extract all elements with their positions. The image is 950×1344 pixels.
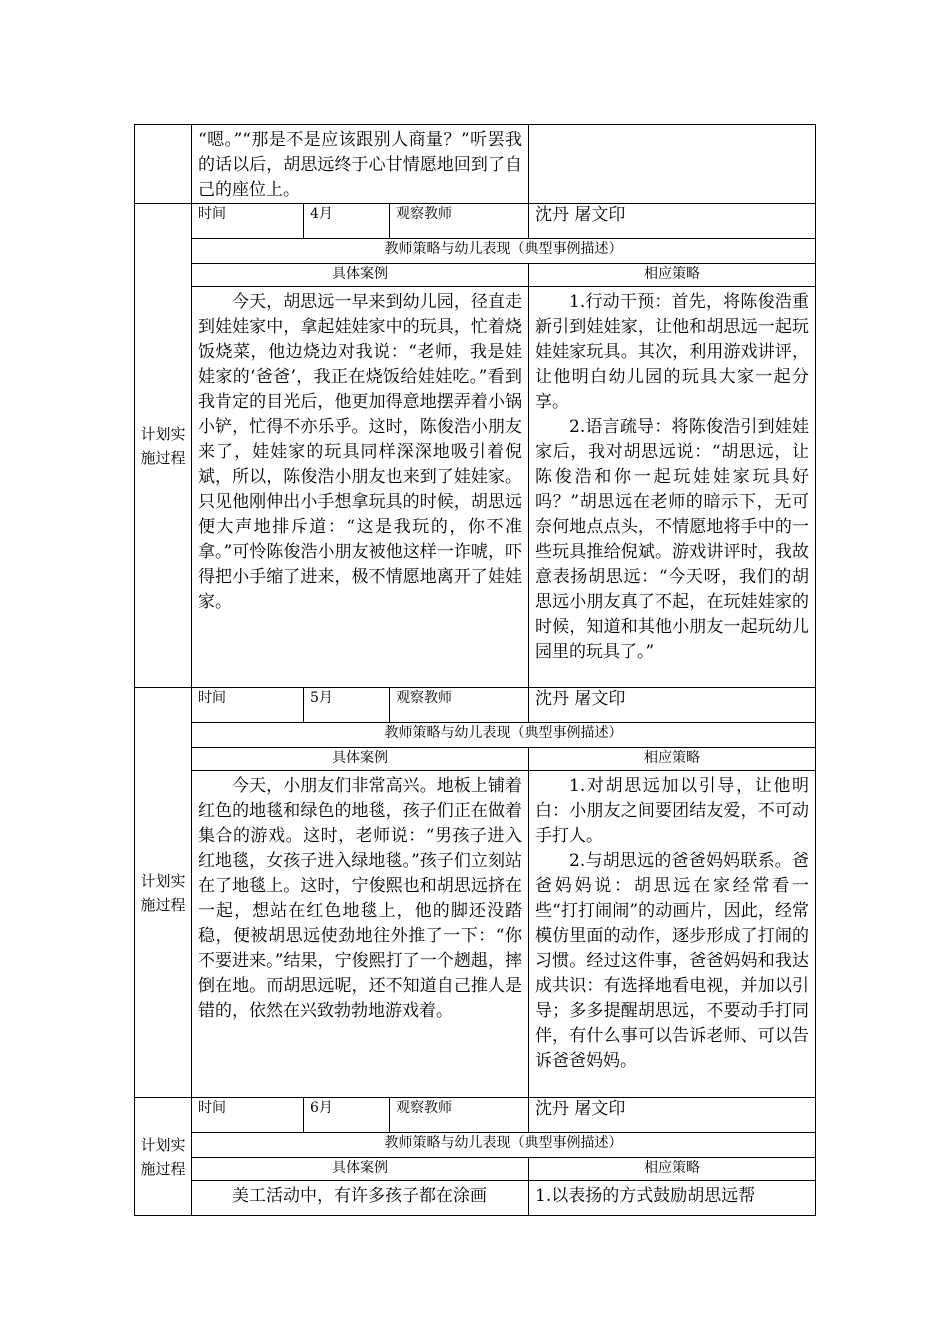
strategy-cell <box>529 1181 816 1216</box>
case-header: 具体案例 <box>192 264 529 287</box>
strategy-title: 教师策略与幼儿表现（典型事例描述） <box>192 1133 816 1158</box>
section-may-content-row <box>135 771 816 1098</box>
case-cell <box>192 771 529 1098</box>
case-cell <box>192 1181 529 1216</box>
strategy-title: 教师策略与幼儿表现（典型事例描述） <box>192 723 816 748</box>
section-april-content-row <box>135 287 816 688</box>
month-value: 6月 <box>304 1098 390 1133</box>
strategy-header: 相应策略 <box>529 1158 816 1181</box>
case-cell <box>192 287 529 688</box>
empty-label-cell <box>135 125 192 204</box>
month-value: 4月 <box>304 204 390 239</box>
case-text: 今天，胡思远一早来到幼儿园，径直走到娃娃家中，拿起娃娃家中的玩具，忙着烧饭烧菜，他边烧边对我说：“老师，我是娃娃家的‘爸爸’，我正在烧饭给娃娃吃。”看到我肯定的目光后，他更加得意地摆弄着小锅小铲，忙得不亦乐乎。这时，陈俊浩小朋友来了，娃娃家的玩具同样深深地吸引着倪斌，所以，陈俊浩小朋友也来到了娃娃家。只见他刚伸出小手想拿玩具的时候，胡思远便大声地排斥道：“这是我玩的，你不准拿。”可怜陈俊浩小朋友被他这样一诈唬，吓得把小手缩了进来，极不情愿地离开了娃娃家。 <box>198 292 523 612</box>
strategy-header: 相应策略 <box>529 264 816 287</box>
strategy-cell <box>529 287 816 688</box>
continuation-case-cell <box>192 125 529 204</box>
observer-teachers: 沈丹 屠文印 <box>529 204 816 239</box>
case-text: 美工活动中，有许多孩子都在涂画 <box>232 1186 487 1206</box>
section-label: 计划实施过程 <box>135 1098 192 1216</box>
strategy-title: 教师策略与幼儿表现（典型事例描述） <box>192 239 816 264</box>
strategy-item: 1.以表扬的方式鼓励胡思远帮 <box>535 1186 756 1206</box>
continuation-text: “嗯。”“那是不是应该跟别人商量？”听罢我的话以后，胡思远终于心甘情愿地回到了自己的座位上。 <box>198 130 523 200</box>
continuation-strategy-cell <box>529 125 816 204</box>
section-june-info-row <box>135 1098 816 1133</box>
strategy-title-row <box>135 1133 816 1158</box>
time-label: 时间 <box>192 204 304 239</box>
strategy-item: 1.对胡思远加以引导，让他明白：小朋友之间要团结友爱，不可动手打人。 <box>535 776 810 846</box>
column-header-row <box>135 264 816 287</box>
section-april-info-row <box>135 204 816 239</box>
strategy-item: 1.行动干预：首先，将陈俊浩重新引到娃娃家，让他和胡思远一起玩娃娃家玩具。其次，利用游戏讲评，让他明白幼儿园的玩具大家一起分享。 <box>535 292 810 412</box>
observer-label: 观察教师 <box>390 204 529 239</box>
observer-teachers: 沈丹 屠文印 <box>529 1098 816 1133</box>
column-header-row <box>135 1158 816 1181</box>
observer-label: 观察教师 <box>390 1098 529 1133</box>
time-label: 时间 <box>192 688 304 723</box>
observer-teachers: 沈丹 屠文印 <box>529 688 816 723</box>
strategy-item: 2.语言疏导：将陈俊浩引到娃娃家后，我对胡思远说：“胡思远，让陈俊浩和你一起玩娃娃家玩具好吗？”胡思远在老师的暗示下，无可奈何地点点头，不情愿地将手中的一些玩具推给倪斌。游戏讲评时，我故意表扬胡思远：“今天呀，我们的胡思远小朋友真了不起，在玩娃娃家的时候，知道和其他小朋友一起玩幼儿园里的玩具了。” <box>535 417 810 662</box>
section-label: 计划实施过程 <box>135 204 192 688</box>
case-header: 具体案例 <box>192 1158 529 1181</box>
observer-label: 观察教师 <box>390 688 529 723</box>
month-value: 5月 <box>304 688 390 723</box>
strategy-title-row <box>135 723 816 748</box>
strategy-title-row <box>135 239 816 264</box>
time-label: 时间 <box>192 1098 304 1133</box>
observation-table <box>134 124 816 1216</box>
strategy-header: 相应策略 <box>529 748 816 771</box>
strategy-cell <box>529 771 816 1098</box>
column-header-row <box>135 748 816 771</box>
section-label: 计划实施过程 <box>135 688 192 1098</box>
case-header: 具体案例 <box>192 748 529 771</box>
case-text: 今天，小朋友们非常高兴。地板上铺着红色的地毯和绿色的地毯，孩子们正在做着集合的游戏。这时，老师说：“男孩子进入红地毯，女孩子进入绿地毯。”孩子们立刻站在了地毯上。这时，宁俊熙也和胡思远挤在一起，想站在红色地毯上，他的脚还没踏稳，便被胡思远使劲地往外推了一下：“你不要进来。”结果，宁俊熙打了一个趔趄，摔倒在地。而胡思远呢，还不知道自己推人是错的，依然在兴致勃勃地游戏着。 <box>198 776 523 1021</box>
strategy-item: 2.与胡思远的爸爸妈妈联系。爸爸妈妈说：胡思远在家经常看一些“打打闹闹”的动画片，因此，经常模仿里面的动作，逐步形成了打闹的习惯。经过这件事，爸爸妈妈和我达成共识：有选择地看电视，并加以引导；多多提醒胡思远，不要动手打同伴，有什么事可以告诉老师、可以告诉爸爸妈妈。 <box>535 851 810 1071</box>
section-may-info-row <box>135 688 816 723</box>
continuation-row <box>135 125 816 204</box>
section-june-content-row <box>135 1181 816 1216</box>
